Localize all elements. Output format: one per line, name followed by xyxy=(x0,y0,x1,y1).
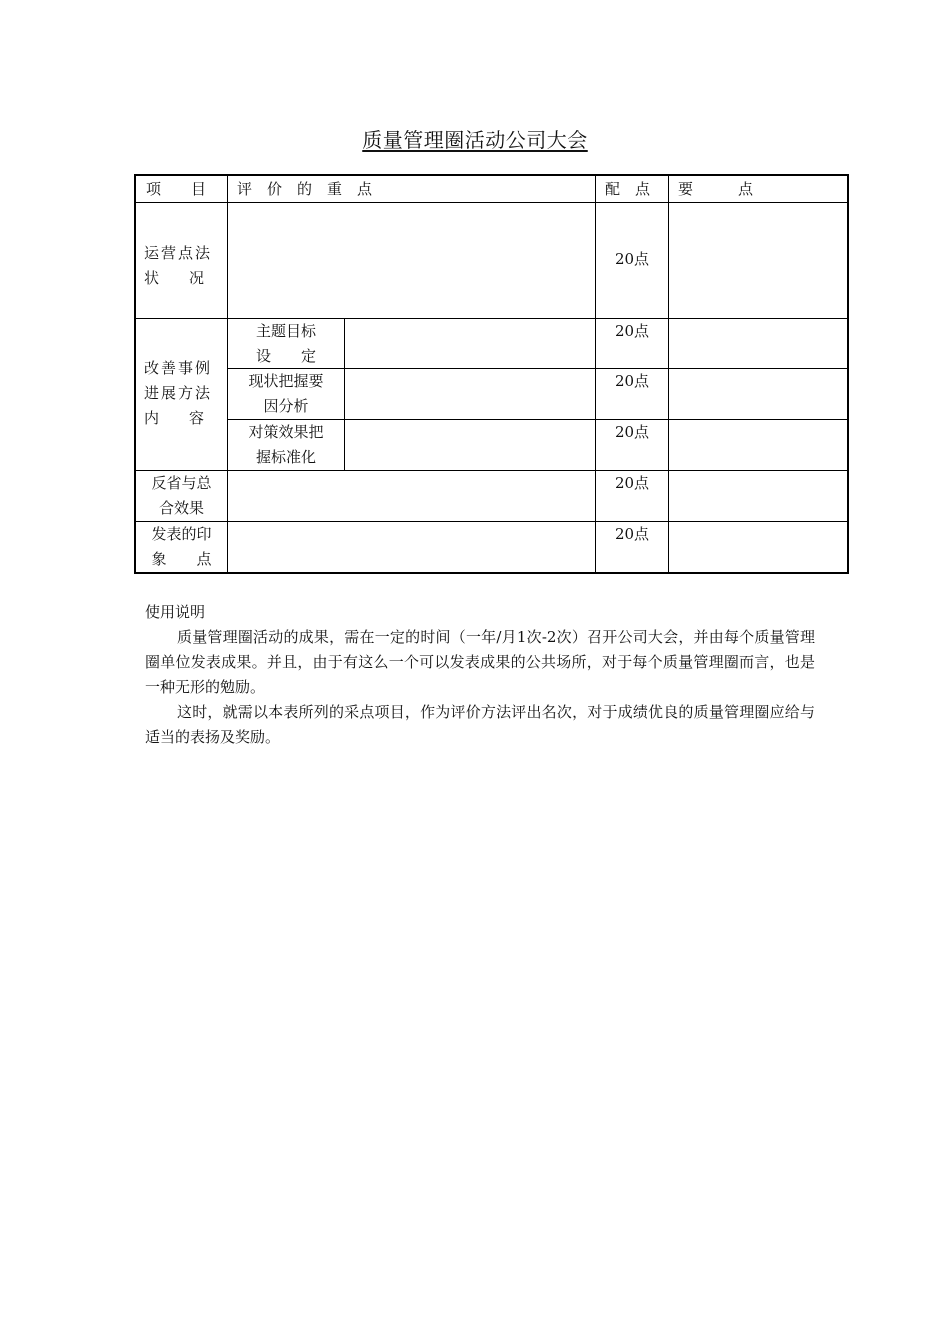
row-presentation-item-line1: 发表的印 xyxy=(151,525,212,543)
row-reflection-item-line2: 合效果 xyxy=(158,499,204,517)
sub-status-analysis-line2: 因分析 xyxy=(263,397,309,415)
sub-countermeasure-score: 20点 xyxy=(614,423,650,441)
row-presentation-score: 20点 xyxy=(614,525,650,543)
header-focus: 评 价 的 重 点 xyxy=(237,180,373,198)
row-operation-item-line1: 运营点法 xyxy=(144,244,213,262)
notes-paragraph-1: 质量管理圈活动的成果，需在一定的时间（一年/月1次-2次）召开公司大会，并由每个质量管理圈单位发表成果。并且，由于有这么一个可以发表成果的公共场所，对于每个质量管理圈而言，也是一种无形的勉励。 xyxy=(145,628,815,696)
sub-theme-target xyxy=(228,319,344,369)
rule-row3 xyxy=(134,521,849,522)
sub-status-analysis xyxy=(228,369,344,419)
row-improvement-item xyxy=(144,356,226,431)
sub-status-analysis-score: 20点 xyxy=(614,372,650,390)
header-points: 要 点 xyxy=(678,180,754,198)
sub-countermeasure-line2: 握标准化 xyxy=(255,448,316,466)
row-operation-score: 20点 xyxy=(614,250,650,268)
rule-row2 xyxy=(134,470,849,471)
sub-status-analysis-line1: 现状把握要 xyxy=(248,372,324,390)
rule-header xyxy=(134,202,849,203)
notes-heading: 使用说明 xyxy=(145,603,206,621)
rule-col-sub xyxy=(344,318,345,470)
table-border-right xyxy=(847,174,849,574)
sub-countermeasure-line1: 对策效果把 xyxy=(248,423,324,441)
row-presentation-item xyxy=(136,522,227,572)
row-reflection-item xyxy=(136,471,227,521)
usage-notes xyxy=(145,600,815,750)
row-reflection-item-line1: 反省与总 xyxy=(151,474,212,492)
rule-col-points xyxy=(668,174,669,574)
sub-countermeasure xyxy=(228,420,344,470)
row-improvement-item-line3: 内 容 xyxy=(144,409,205,427)
sub-theme-target-line1: 主题目标 xyxy=(255,322,316,340)
row-operation-item xyxy=(144,241,226,291)
sub-theme-target-score: 20点 xyxy=(614,322,650,340)
row-improvement-item-line1: 改善事例 xyxy=(144,359,213,377)
row-reflection-score: 20点 xyxy=(614,474,650,492)
notes-paragraph-2: 这时，就需以本表所列的采点项目，作为评价方法评出名次，对于成绩优良的质量管理圈应给与适当的表扬及奖励。 xyxy=(145,703,815,746)
table-border-bottom xyxy=(134,572,849,574)
page-title: 质量管理圈活动公司大会 xyxy=(362,128,588,152)
header-item: 项 目 xyxy=(146,180,207,198)
sub-theme-target-line2: 设 定 xyxy=(255,347,316,365)
evaluation-table xyxy=(134,174,849,574)
row-operation-item-line2: 状 况 xyxy=(144,269,205,287)
header-score: 配 点 xyxy=(605,180,651,198)
table-border-top xyxy=(134,174,849,176)
row-presentation-item-line2: 象 点 xyxy=(151,550,212,568)
row-improvement-item-line2: 进展方法 xyxy=(144,384,213,402)
